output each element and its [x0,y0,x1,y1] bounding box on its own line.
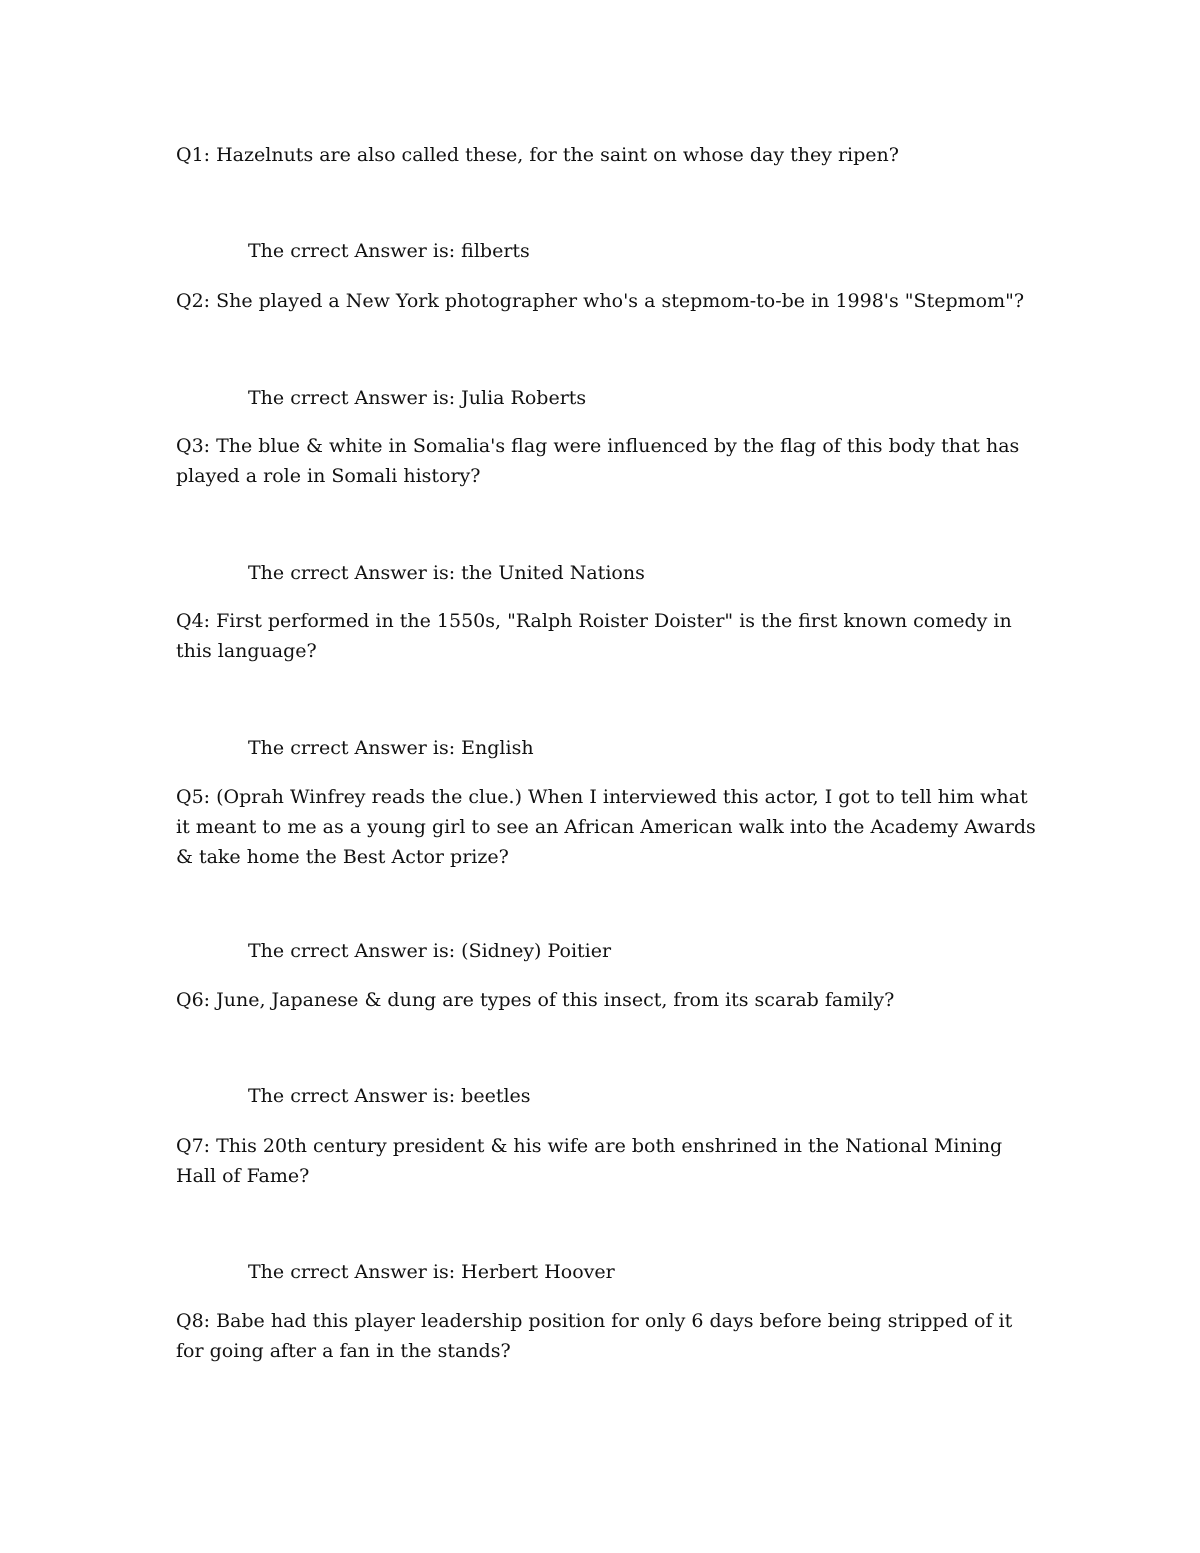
answer-5: The crrect Answer is: (Sidney) Poitier [248,940,612,962]
question-6: Q6: June, Japanese & dung are types of this insect, from its scarab family? [176,989,895,1011]
answer-1: The crrect Answer is: filberts [248,240,530,262]
answer-3: The crrect Answer is: the United Nations [248,562,645,584]
question-5: Q5: (Oprah Winfrey reads the clue.) When I interviewed this actor, I got to tell him what it meant to me as a young girl to see an African American walk into the Academy Awards & take home the Best Actor prize? [176,786,1036,868]
question-1: Q1: Hazelnuts are also called these, for the saint on whose day they ripen? [176,144,899,166]
question-7: Q7: This 20th century president & his wife are both enshrined in the National Mining Hall of Fame? [176,1135,1003,1187]
question-2: Q2: She played a New York photographer who's a stepmom-to-be in 1998's "Stepmom"? [176,290,1025,312]
question-8: Q8: Babe had this player leadership position for only 6 days before being stripped of it for going after a fan in the stands? [176,1310,1013,1362]
answer-7: The crrect Answer is: Herbert Hoover [248,1261,615,1283]
question-3: Q3: The blue & white in Somalia's flag were influenced by the flag of this body that has played a role in Somali history? [176,435,1020,487]
question-4: Q4: First performed in the 1550s, "Ralph Roister Doister" is the first known comedy in this language? [176,610,1012,662]
answer-2: The crrect Answer is: Julia Roberts [248,387,587,409]
answer-6: The crrect Answer is: beetles [248,1085,531,1107]
answer-4: The crrect Answer is: English [248,737,534,759]
